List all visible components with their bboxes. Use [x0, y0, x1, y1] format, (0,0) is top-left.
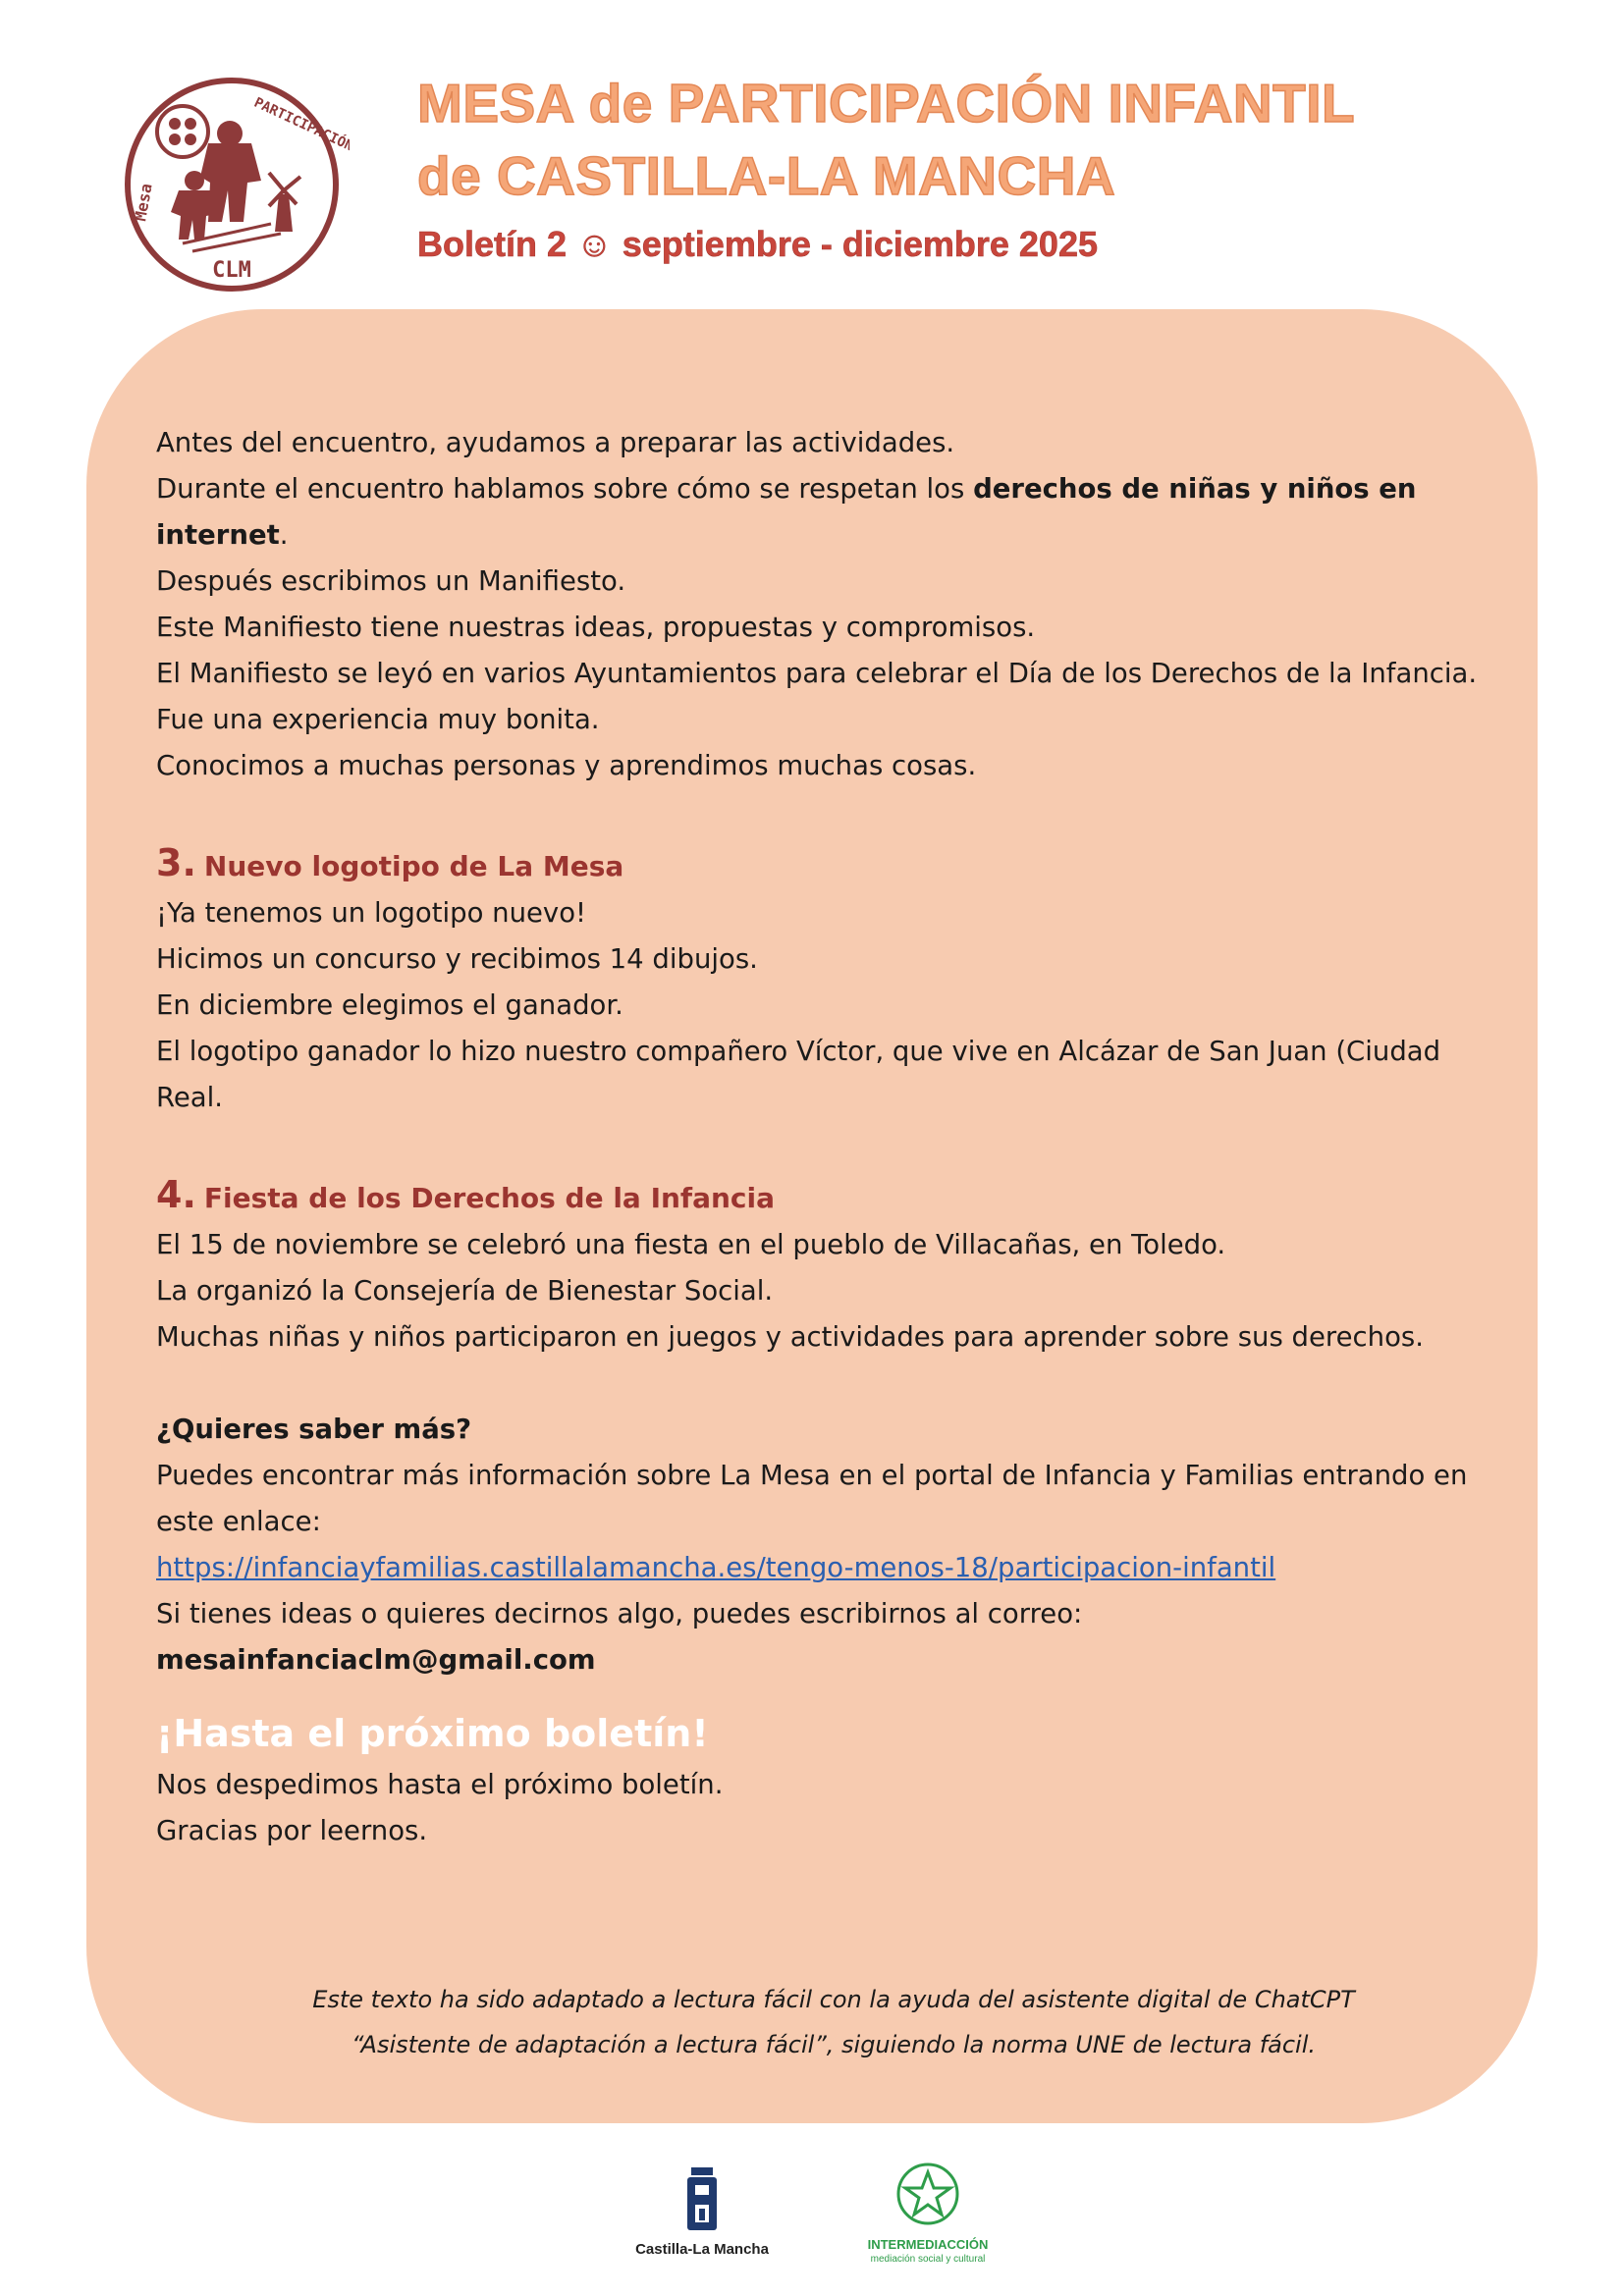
note-line: Este texto ha sido adaptado a lectura fácil con la ayuda del asistente digital de ChatCPT: [312, 1986, 1355, 2013]
portal-link[interactable]: https://infanciayfamilias.castillalamancha.es/tengo-menos-18/participacion-infantil: [156, 1552, 1276, 1583]
note-line: “Asistente de adaptación a lectura fácil”, siguiendo la norma UNE de lectura fácil.: [351, 2031, 1317, 2058]
section-3-line: Hicimos un concurso y recibimos 14 dibujos.: [156, 943, 758, 975]
coat-of-arms-icon: [628, 2160, 776, 2238]
section-4-line: Muchas niñas y niños participaron en juegos y actividades para aprender sobre sus derechos.: [156, 1321, 1424, 1353]
intro-line: Antes del encuentro, ayudamos a preparar las actividades.: [156, 427, 955, 458]
intermediaccion-logo: [854, 2155, 1001, 2268]
section-3-heading: [156, 835, 1511, 890]
section-4-line: El 15 de noviembre se celebró una fiesta en el pueblo de Villacañas, en Toledo.: [156, 1229, 1226, 1260]
castilla-la-mancha-caption: Castilla-La Mancha: [635, 2241, 769, 2258]
contact-email: mesainfanciaclm@gmail.com: [156, 1644, 596, 1676]
mesa-participacion-logo: [114, 75, 350, 295]
farewell-heading: ¡Hasta el próximo boletín!: [156, 1712, 709, 1755]
section-3-number: 3.: [156, 841, 196, 884]
page-title-line1: MESA de PARTICIPACIÓN INFANTIL: [417, 73, 1356, 133]
mesa-logo-graphic: [114, 75, 350, 295]
intro-line: Este Manifiesto tiene nuestras ideas, propuestas y compromisos.: [156, 612, 1036, 643]
section-4-heading: [156, 1167, 1511, 1222]
section-3-line: El logotipo ganador lo hizo nuestro compañero Víctor, que vive en Alcázar de San Juan (Ciudad Real.: [156, 1036, 1441, 1113]
bulletin-subtitle: Boletín 2 ☺ septiembre - diciembre 2025: [417, 224, 1098, 264]
logo-text-clm: CLM: [212, 258, 251, 283]
castilla-la-mancha-logo: [628, 2160, 776, 2268]
rights-internet-bold: derechos de niñas y niños en internet: [156, 473, 1417, 551]
section-3-line: En diciembre elegimos el ganador.: [156, 989, 623, 1021]
more-info-line: Si tienes ideas o quieres decirnos algo, puedes escribirnos al correo:: [156, 1598, 1083, 1629]
intro-line: Después escribimos un Manifiesto.: [156, 565, 626, 597]
intro-line: Fue una experiencia muy bonita.: [156, 704, 600, 735]
bulletin-body: [156, 420, 1511, 1854]
intermediaccion-caption: INTERMEDIACCIÓN: [867, 2237, 989, 2252]
more-info-heading: ¿Quieres saber más?: [156, 1414, 472, 1445]
logo-text-participacion: PARTICIPACIÓN: [251, 94, 350, 155]
intro-line2-start: Durante el encuentro hablamos sobre cómo se respetan los: [156, 473, 974, 505]
more-info-line: Puedes encontrar más información sobre La Mesa en el portal de Infancia y Familias entrando en este enlace:: [156, 1460, 1468, 1537]
intermediaccion-subcaption: mediación social y cultural: [870, 2254, 986, 2265]
intro-line-rights: [156, 466, 1511, 559]
easy-read-note: [156, 1977, 1511, 2067]
section-3-title: Nuevo logotipo de La Mesa: [203, 850, 624, 882]
intermediaccion-star-icon: [854, 2155, 1001, 2233]
section-4-number: 4.: [156, 1173, 196, 1216]
section-3-line: ¡Ya tenemos un logotipo nuevo!: [156, 897, 587, 929]
intro-line: Conocimos a muchas personas y aprendimos muchas cosas.: [156, 750, 977, 781]
farewell-line: Gracias por leernos.: [156, 1815, 428, 1846]
page-title-line2: de CASTILLA-LA MANCHA: [417, 145, 1116, 206]
section-4-title: Fiesta de los Derechos de la Infancia: [203, 1182, 776, 1214]
farewell-line: Nos despedimos hasta el próximo boletín.: [156, 1769, 724, 1800]
intro-line: El Manifiesto se leyó en varios Ayuntamientos para celebrar el Día de los Derechos de la Infancia.: [156, 658, 1478, 689]
intro-line2-end: .: [279, 519, 289, 551]
section-4-line: La organizó la Consejería de Bienestar Social.: [156, 1275, 774, 1307]
logo-text-mesa: Mesa: [131, 182, 156, 223]
